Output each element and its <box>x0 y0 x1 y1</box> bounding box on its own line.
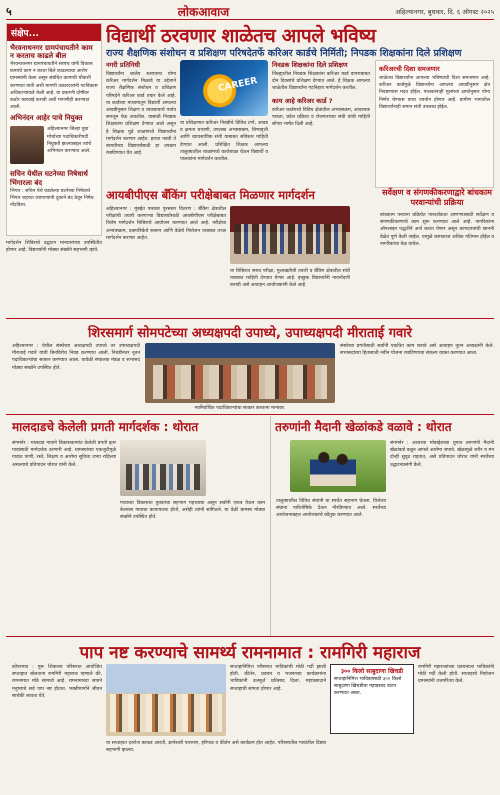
construction-headline: सर्वेक्षण व संगणकीकरणाद्वारे बांधकाम परवान्यांची प्रक्रिया <box>382 188 492 207</box>
article-text: गावाच्या विकासात युवकांचा सहभाग महत्त्वाचा असून सर्वांनी एकत्र येऊन काम केल्यास गावाचा कायापालट होतो, असेही त्यांनी सांगितले. या वेळी ग्रामस्थ मोठ्या संख्येने उपस्थित होते. <box>120 501 265 521</box>
brief-headline: अभिनंदन आहेर पाचे नियुक्त <box>10 114 83 123</box>
ramgiri-column-3 <box>106 740 326 754</box>
byline: नगरी प्रतिनिधी <box>106 61 140 69</box>
election-column-2 <box>340 343 494 357</box>
maldad-headline: मालदाडचे केलेली प्रगती मार्गदर्शक : थोरात <box>12 420 199 434</box>
election-headline: शिरसमार्ग सोमपटेच्या अध्यक्षपदी उपाध्ये, उपाध्यक्षपदी मीराताई गवारे <box>88 326 412 341</box>
dateline: अहिल्यानगर, बुधवार, दि. ६ ऑगस्ट २०२५ <box>395 8 494 16</box>
article-text: कोपरगाव : गुरू शिवालय परिसरात आयोजित सप्ताहात बोलताना रामगिरी महाराज म्हणाले की, रामनामात मोठे सामर्थ्य आहे. रामनामाच्या जपाने मनुष्याचे सर्व पाप नष्ट होतात. भक्तीमार्गाने जीवन सार्थकी लावता येते. <box>12 665 102 699</box>
maldad-column-1 <box>12 440 116 469</box>
maldad-photo <box>120 440 206 496</box>
sports-photo <box>290 440 386 492</box>
brief-headline: सचिन येथील घटनेच्या निषेधार्थ भिंगारला बंद <box>10 170 88 187</box>
felicitation-photo <box>145 343 335 403</box>
lead-column-1 <box>106 60 176 157</box>
ibps-column-3 <box>6 240 102 254</box>
column-divider <box>270 416 271 636</box>
article-text: अहिल्यानगर : येथील संस्थेच्या अध्यक्षपदी उपाध्ये तर उपाध्यक्षपदी मीराताई गवारे यांची बिनविरोध निवड करण्यात आली. निवडीनंतर नूतन पदाधिकाऱ्यांचा सत्कार करण्यात आला. यावेळी संचालक मंडळ व सभासद मोठ्या संख्येने उपस्थित होते. <box>12 344 140 371</box>
article-text: संगमनेर : मालदाड गावाने विकासकामांत केलेली प्रगती इतर गावांसाठी मार्गदर्शक ठरणारी आहे. ग्रामस्थांच्या एकजुटीमुळे गावात पाणी, रस्ते, शिक्षण व आरोग्य सुविधा उभ्या राहिल्या असल्याचे प्रतिपादन थोरात यांनी केले. <box>12 441 116 468</box>
lead-column-3 <box>272 60 370 128</box>
article-text: जिल्ह्यातील निवडक शिक्षकांना करिअर कार्ड वापराबाबत दोन दिवसांचे प्रशिक्षण देण्यात आले. हे शिक्षक आपल्या शाळेतील विद्यार्थ्यांना गटनिहाय मार्गदर्शन करतील. <box>272 72 370 92</box>
ibps-column-2 <box>230 268 350 290</box>
ramgiri-column-2 <box>230 664 326 693</box>
subsection-heading: निवडक शिक्षकांना दिले प्रशिक्षण <box>272 61 348 69</box>
article-text: संस्थेच्या प्रगतीसाठी सर्वांनी एकत्रित काम करावे असे आवाहन नूतन अध्यक्षांनी केले. सभासदांच्या हितासाठी नवीन योजना राबविण्याचा संकल्प व्यक्त करण्यात आला. <box>340 344 494 357</box>
lead-column-2 <box>180 120 268 163</box>
info-box <box>330 664 414 734</box>
ibps-headline: आयबीपीएस बँकिंग परीक्षेबाबत मिळणार मार्गदर्शन <box>106 188 315 202</box>
box-heading: करिअरची दिशा समजणार <box>379 65 440 73</box>
lead-subheadline: राज्य शैक्षणिक संशोधन व प्रशिक्षण परिषदेतर्फे करिअर कार्डचे निर्मिती; निपडक शिक्षकांना दिले प्रशिक्षण <box>106 48 462 59</box>
article-text: तालुक्यातील विविध संघांनी या स्पर्धेत सहभाग घेतला. विजेत्या संघांना पारितोषिके देऊन गौरविण्यात आले. स्पर्धेच्या आयोजनाबद्दल आयोजकांचे कौतुक करण्यात आले. <box>276 499 386 519</box>
photo-caption-block <box>145 405 335 412</box>
brief-headline: भैरवनाथनगर ग्रामपंचायतीने काम न करताच काढले बील <box>10 44 93 61</box>
article-text: या शिबिरात सराव परीक्षा, मुलाखतीची तयारी व बँकिंग क्षेत्रातील संधी याबाबत माहिती देण्यात येणार आहे. इच्छुक विद्यार्थ्यांनी नावनोंदणी करावी असे आवाहन आयोजकांनी केले आहे. <box>230 269 350 289</box>
section-divider <box>6 636 494 637</box>
sidebar-box-career <box>375 60 494 188</box>
brief-text: अहिल्यानगर जिल्हा युवा मोर्चाच्या पदाधिकारीपदी नियुक्ती झाल्याबद्दल त्यांचे अभिनंदन करण्यात आले. <box>47 127 92 155</box>
subsection-heading: काय आहे करिअर कार्ड ? <box>272 96 333 105</box>
article-text: या सप्ताहात दररोज काकड आरती, ज्ञानेश्वरी पारायण, हरिपाठ व कीर्तन असे कार्यक्रम होत आहेत. परिसरातील गावांतील दिंड्या सहभागी झाल्या. <box>106 741 326 754</box>
article-text: विद्यार्थ्यांना शालेय स्तरावरच योग्य करिअर मार्गदर्शन मिळावे या उद्देशाने राज्य शैक्षणिक संशोधन व प्रशिक्षण परिषदेने करिअर कार्ड तयार केले आहे. या कार्डच्या माध्यमातून विद्यार्थी आपल्या आवडीनुसार शिक्षण व व्यवसायाचे पर्याय समजून घेऊ शकतील. यासाठी निवडक शिक्षकांना प्रशिक्षण देण्यात आले असून हे शिक्षक पुढे शाळांमध्ये विद्यार्थ्यांना मार्गदर्शन करणार आहेत. इयत्ता नववी ते बारावीच्या विद्यार्थ्यांसाठी हा उपक्रम राबविण्यात येत आहे. <box>106 72 176 157</box>
sidebar-briefs <box>6 23 102 236</box>
brief-photo-block <box>10 126 98 164</box>
section-divider <box>6 414 494 415</box>
article-text: संगमनेर : आजच्या मोबाईलच्या युगात तरुणांनी मैदानी खेळांकडे वळून आपले आरोग्य जपावे. खेळामुळे शरीर व मन दोन्ही सुदृढ राहतात, असे प्रतिपादन थोरात यांनी स्पर्धेच्या उद्घाटनप्रसंगी केले. <box>390 441 494 468</box>
ibps-column-1 <box>106 206 226 242</box>
article-text: अहिल्यानगर : मुंबईत पत्रकार पुरस्कार वितरण : बँकिंग क्षेत्रातील परीक्षांची तयारी करणाऱ्या विद्यार्थ्यांसाठी आयबीपीएस परीक्षेबाबत विशेष मार्गदर्शन शिबिराचे आयोजन करण्यात आले आहे. परीक्षेचा अभ्यासक्रम, प्रश्नपत्रिकेचे स्वरूप आणि वेळेचे नियोजन याबाबत तज्ज्ञ मार्गदर्शन करणार आहेत. <box>106 207 226 241</box>
sports-headline: तरुणांनी मैदानी खेळांकडे वळावे : थोरात <box>275 420 452 434</box>
article-text: मार्गदर्शन शिबिराचे उद्घाटन मान्यवरांच्या उपस्थितीत होणार आहे. विद्यार्थ्यांनी मोठ्या संख्येने सहभागी व्हावे. <box>6 241 102 254</box>
lead-headline: विद्यार्थी ठरवणार शाळेतच आपले भविष्य <box>106 25 376 47</box>
ramgiri-column-4 <box>418 664 494 686</box>
info-box-text: सप्ताहानिमित्त भाविकांसाठी ३०० किलो साबुदाणा खिचडीचा महाप्रसाद वाटप करण्यात आला. <box>334 677 402 697</box>
article-text: या प्रशिक्षणात करिअर निवडीचे विविध टप्पे, आवड व क्षमता चाचणी, उपलब्ध अभ्यासक्रम, शिष्यवृत्ती आणि व्यावसायिक संधी याबाबत सविस्तर माहिती देण्यात आली. प्रशिक्षित शिक्षक आपल्या तालुक्यातील शाळांमध्ये कार्यशाळा घेऊन विद्यार्थी व पालकांना मार्गदर्शन करतील. <box>180 121 268 162</box>
brand-logo: लोकआवाज <box>177 5 230 19</box>
masthead <box>6 4 494 20</box>
career-illustration-label: CAREER <box>217 75 259 95</box>
article-text: शाळेतच विद्यार्थ्यांना आपल्या भविष्याची दिशा समजणार आहे. करिअर कार्डमुळे विद्यार्थ्यांना आपल्या आवडीनुसार क्षेत्र निवडण्यास मदत होईल. पालकांनाही मुलांच्या क्षमतेनुसार योग्य निर्णय घेण्यास याचा उपयोग होणार आहे. ग्रामीण भागातील विद्यार्थ्यांनाही समान संधी उपलब्ध होईल. <box>379 76 490 110</box>
ramgiri-photo <box>106 664 226 736</box>
sports-column-1 <box>390 440 494 469</box>
photo-caption: नवनिर्वाचित पदाधिकाऱ्यांचा सत्कार करताना मान्यवर. <box>194 406 286 411</box>
ramgiri-column-1 <box>12 664 102 700</box>
info-box-heading: ३०० किलो साबुदाणा खिचडी <box>340 668 404 675</box>
sports-column-2 <box>276 498 386 520</box>
group-photo <box>230 206 350 264</box>
portrait-photo <box>10 126 44 164</box>
sidebar-tag: संक्षेप... <box>7 24 101 41</box>
brief-text: भैरवनाथनगर ग्रामपंचायतीने सरपंच यांनी विकास कामांचे काम न करता बिले काढल्याचा आरोप ग्रामस्थांनी केला असून संबंधित कामाची चौकशी करण्यात यावी अशी मागणी तक्रारदारांनी गटविकास अधिकाऱ्यांकडे केली आहे. या प्रकरणी दोषींवर कठोर कारवाई करावी अशी मागणीही करण्यात आली. <box>10 62 98 111</box>
article-text: बांधकाम परवाना प्रक्रियेत पारदर्शकता आणण्यासाठी सर्वेक्षण व संगणकीकरणाचे काम सुरू करण्यात आले आहे. नागरिकांना ऑनलाइन पद्धतीने अर्ज करता येणार असून कागदपत्रांची छाननी वेळेत पूर्ण केली जाईल. यामुळे कामकाज अधिक गतिमान होईल व नागरिकांचा वेळ वाचेल. <box>380 213 494 247</box>
career-illustration <box>180 60 268 116</box>
brief-text: भिंगार : सचिन येथे घडलेल्या घटनेच्या निषेधार्थ भिंगार शहरात व्यापाऱ्यांनी दुकाने बंद ठेवून निषेध नोंदविला. <box>10 188 94 208</box>
section-divider <box>6 318 494 319</box>
maldad-column-2 <box>120 500 265 522</box>
construction-column <box>380 212 494 248</box>
article-text: करिअर कार्डमध्ये विविध क्षेत्रांतील अभ्यासक्रम, आवश्यक पात्रता, प्रवेश प्रक्रिया व रोजगाराच्या संधी यांची माहिती सोप्या भाषेत दिली आहे. <box>272 107 370 127</box>
article-text: रामगिरी महाराजांच्या प्रवचनाला भाविकांनी मोठी गर्दी केली होती. सप्ताहाचे नियोजन ग्रामस्थांनी उत्तमरित्या केले. <box>418 665 494 685</box>
article-text: सप्ताहानिमित्त परिसरात भाविकांची मोठी गर्दी झाली होती. कीर्तन, प्रवचन व भजनाच्या कार्यक्रमांना भाविकांनी उत्स्फूर्त प्रतिसाद दिला. महाप्रसादाने सप्ताहाची सांगता होणार आहे. <box>230 665 326 692</box>
page-number: ५ <box>6 5 12 18</box>
election-column-1 <box>12 343 140 372</box>
ramgiri-headline: पाप नष्ट करण्याचे सामर्थ्य रामनामात : रामगिरी महाराज <box>79 643 421 663</box>
